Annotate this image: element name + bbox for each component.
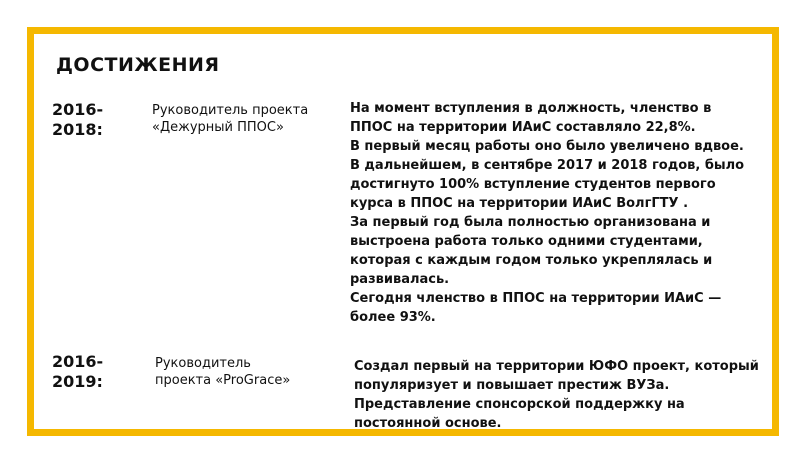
role-label-2: Руководитель проекта «ProGrace» — [155, 356, 291, 388]
slide-title: ДОСТИЖЕНИЯ — [56, 54, 220, 76]
achievement-paragraph: Сегодня членство в ППОС на территории ИАиС — более 93%. — [350, 291, 722, 325]
achievement-paragraph: Представление спонсорской поддержку на постоянной основе. — [354, 397, 685, 431]
role-label-1: Руководитель проекта «Дежурный ППОС» — [152, 103, 309, 135]
achievement-paragraph: Создал первый на территории ЮФО проект, который популяризует и повышает престиж ВУЗа. — [354, 359, 759, 393]
year-label-2: 2016-2019: — [52, 352, 104, 391]
year-label-1: 2016-2018: — [52, 100, 104, 139]
achievement-description-1 — [350, 99, 750, 327]
achievement-paragraph: В дальнейшем, в сентябре 2017 и 2018 годов, было достигнуто 100% вступление студентов первого курса в ППОС на территории ИАиС ВолгГТУ . — [350, 158, 745, 211]
achievement-description-2 — [354, 357, 774, 433]
achievement-paragraph: За первый год была полностью организована и выстроена работа только одними студентами, которая с каждым годом только укреплялась и развивалась. — [350, 215, 713, 287]
achievement-paragraph: В первый месяц работы оно было увеличено вдвое. — [350, 139, 744, 154]
achievement-paragraph: На момент вступления в должность, членство в ППОС на территории ИАиС составляло 22,8%. — [350, 101, 712, 135]
